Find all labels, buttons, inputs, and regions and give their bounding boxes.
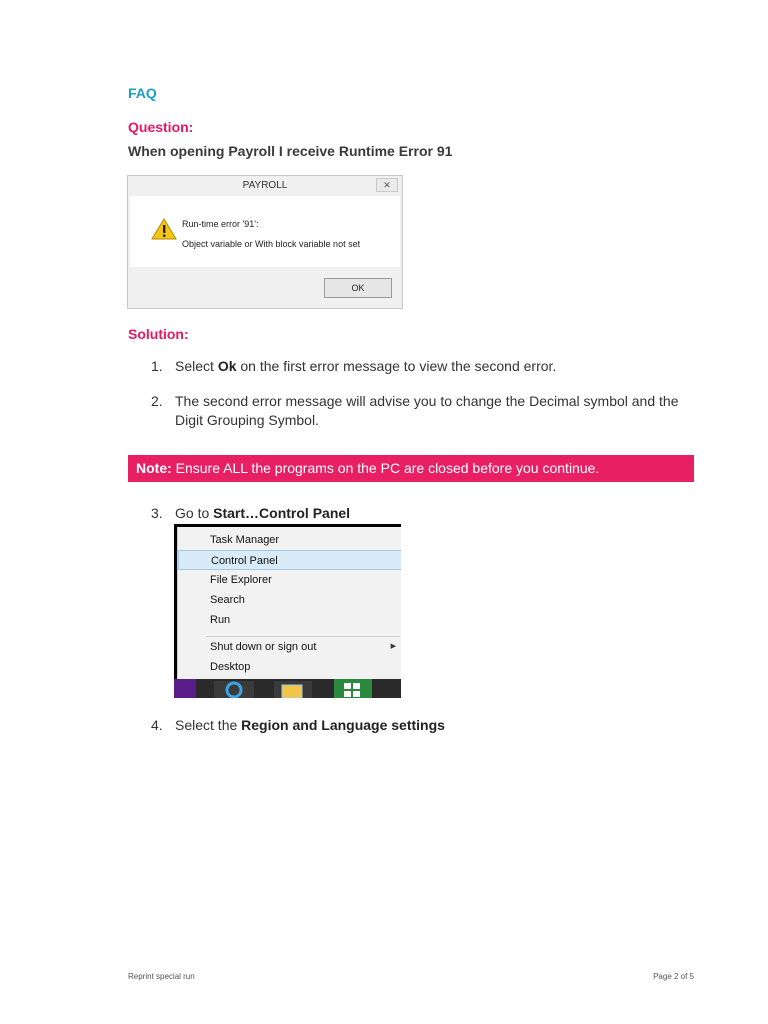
step-text: Select (175, 358, 218, 374)
step-text: Go to (175, 505, 214, 521)
step-number: 2. (151, 393, 163, 409)
step-4 (175, 716, 445, 735)
start-tile-icon (174, 679, 196, 698)
context-menu (177, 527, 401, 679)
menu-item-file-explorer: File Explorer (210, 574, 272, 586)
faq-heading: FAQ (128, 85, 157, 101)
menu-item-desktop: Desktop (210, 661, 251, 673)
ok-button: OK (324, 278, 392, 298)
footer-title: Reprint special run (128, 972, 195, 981)
menu-item-shut-down: Shut down or sign out ▶ (178, 637, 401, 657)
note-banner (128, 455, 694, 482)
menu-item-run: Run (210, 614, 231, 626)
error-title: Run-time error '91': (182, 219, 259, 229)
folder-icon (282, 685, 302, 698)
note-label: Note: (136, 460, 172, 476)
step-3 (175, 504, 350, 523)
question-label: Question: (128, 119, 194, 135)
start-menu-screenshot (174, 524, 401, 698)
step-emphasis: Ok (217, 358, 237, 374)
warning-icon (151, 218, 177, 240)
error-dialog-screenshot (127, 175, 403, 309)
taskbar-icons (174, 679, 401, 698)
close-icon: ✕ (376, 178, 398, 192)
step-text: The second error message will advise you to change the Decimal symbol and the (175, 393, 679, 409)
note-text: Ensure ALL the programs on the PC are closed before you continue. (171, 460, 600, 476)
menu-item-control-panel: Control Panel (178, 550, 401, 570)
taskbar (174, 679, 401, 698)
step-number: 3. (151, 505, 163, 521)
dialog-body (130, 196, 400, 267)
store-icon (344, 683, 351, 689)
step-text: on the first error message to view the second error. (236, 358, 557, 374)
page-number: Page 2 of 5 (653, 972, 694, 981)
step-number: 4. (151, 717, 163, 733)
dialog-title: PAYROLL (242, 180, 288, 191)
step-emphasis: Start…Control Panel (213, 505, 351, 521)
menu-item-search: Search (210, 594, 245, 606)
solution-label: Solution: (128, 326, 189, 342)
menu-item-task-manager: Task Manager (210, 534, 280, 546)
chevron-right-icon: ▶ (390, 643, 396, 650)
step-number: 1. (151, 358, 163, 374)
step-text: Select the (175, 717, 242, 733)
step-1 (175, 357, 695, 376)
step-2 (175, 392, 715, 430)
step-text: Digit Grouping Symbol. (175, 412, 319, 428)
error-message: Object variable or With block variable not set (182, 239, 361, 249)
step-emphasis: Region and Language settings (241, 717, 445, 733)
question-text: When opening Payroll I receive Runtime Error 91 (128, 143, 453, 159)
